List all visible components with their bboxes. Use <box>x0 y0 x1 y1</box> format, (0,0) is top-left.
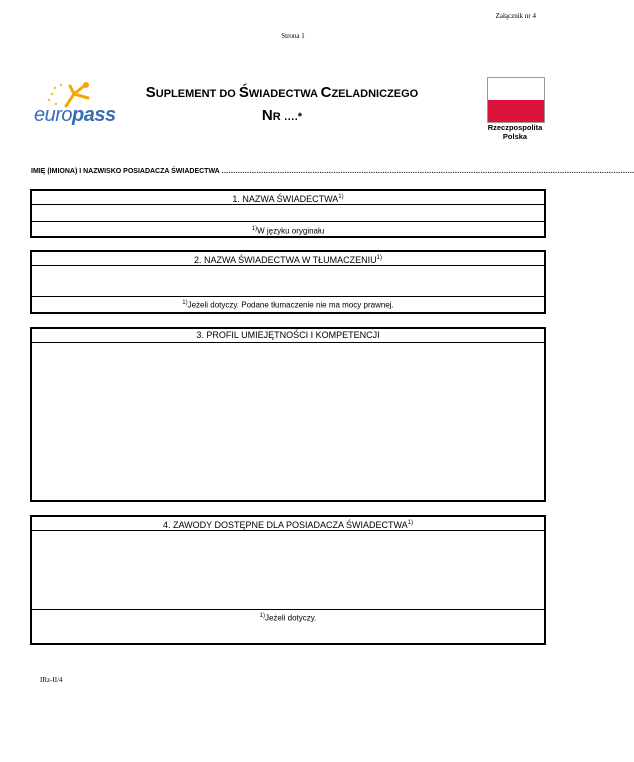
page-number: Strona 1 <box>281 32 305 40</box>
section-certificate-name <box>30 189 546 238</box>
section-header <box>32 191 544 205</box>
form-code: IRz-II/4 <box>40 676 63 684</box>
footnote-mark: 1) <box>251 226 258 232</box>
polish-flag-icon <box>487 77 545 123</box>
title-part: UPLEMENT DO <box>155 88 239 100</box>
section-header <box>32 329 544 343</box>
section-skills-profile <box>30 327 546 502</box>
section-certificate-translation <box>30 250 546 314</box>
section-title: 2. NAZWA ŚWIADECTWA W TŁUMACZENIU <box>193 255 377 265</box>
section-title: 1. NAZWA ŚWIADECTWA <box>232 194 339 204</box>
section-footnote <box>32 222 544 239</box>
footnote-mark: 1) <box>407 520 414 526</box>
title-char: Ś <box>238 84 249 101</box>
footnote-text: Jeżeli dotyczy. <box>264 613 317 623</box>
section-title: 3. PROFIL UMIEJĘTNOŚCI I KOMPETENCJI <box>196 330 380 340</box>
flag-caption-line: Rzeczpospolita <box>487 123 543 132</box>
attachment-label: Załącznik nr 4 <box>495 12 536 20</box>
logo-suffix: pass <box>72 104 116 126</box>
footnote-mark: 1) <box>376 255 383 261</box>
title-part: R ….* <box>272 111 303 123</box>
section-header <box>32 517 544 531</box>
section-title: 4. ZAWODY DOSTĘPNE DLA POSIADACZA ŚWIADECTWA <box>162 520 408 530</box>
section-header <box>32 252 544 266</box>
answer-field[interactable] <box>32 205 544 222</box>
title-char: C <box>320 84 332 101</box>
section-footnote <box>32 609 544 644</box>
title-char: S <box>145 84 156 101</box>
section-footnote <box>32 296 544 312</box>
footnote-mark: 1) <box>182 300 188 307</box>
footnote-text: W języku oryginału <box>257 226 325 236</box>
flag-caption-line: Polska <box>502 132 528 141</box>
europass-logo <box>30 80 116 128</box>
title-part: ZELADNICZEGO <box>331 88 419 100</box>
answer-field[interactable] <box>32 531 544 609</box>
footnote-text: Jeżeli dotyczy. Podane tłumaczenie nie ma mocy prawnej. <box>187 301 394 310</box>
logo-prefix: euro <box>34 104 73 126</box>
footnote-mark: 1) <box>259 613 265 619</box>
title-part: WIADECTWA <box>248 88 321 100</box>
flag-caption <box>470 123 560 141</box>
footnote-mark: 1) <box>338 194 344 200</box>
title-char: N <box>261 107 273 124</box>
section-occupations <box>30 515 546 645</box>
answer-field[interactable] <box>32 266 544 300</box>
answer-field[interactable] <box>32 343 544 501</box>
holder-name-field: IMIĘ (IMIONA) I NAZWISKO POSIADACZA ŚWIADECTWA …………………………………………………………………………………………………………………………………………………………… <box>31 168 634 175</box>
document-title <box>110 82 454 128</box>
